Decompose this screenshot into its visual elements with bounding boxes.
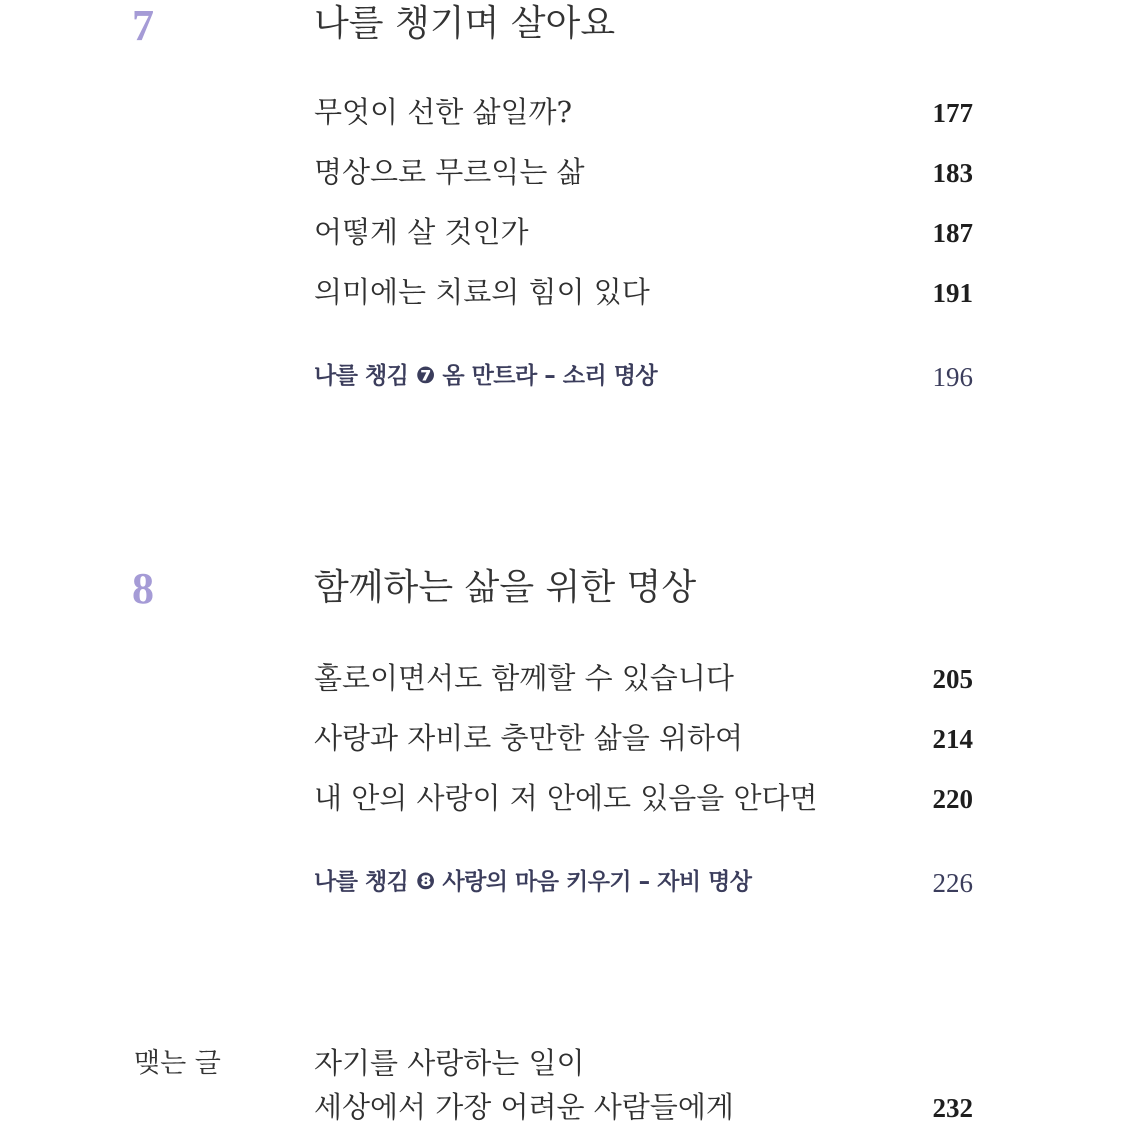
toc-entry-page: 187	[932, 218, 973, 248]
toc-entry-title[interactable]: 어떻게 살 것인가	[314, 215, 529, 249]
epilogue-title-line2[interactable]: 세상에서 가장 어려운 사람들에게	[314, 1090, 734, 1124]
toc-entry-title[interactable]: 사랑과 자비로 충만한 삶을 위하여	[314, 721, 744, 755]
toc-entry-page: 183	[932, 158, 973, 188]
toc-entry-title[interactable]: 명상으로 무르익는 삶	[314, 155, 585, 189]
self-care-7-page: 196	[932, 362, 973, 392]
self-care-8-page: 226	[932, 868, 973, 898]
toc-entry-title[interactable]: 무엇이 선한 삶일까?	[314, 95, 573, 129]
self-care-7-title[interactable]: 나를 챙김 ❼ 옴 만트라 – 소리 명상	[314, 363, 658, 389]
toc-entry-title[interactable]: 의미에는 치료의 힘이 있다	[314, 275, 650, 309]
chapter-7-title: 나를 챙기며 살아요	[314, 3, 616, 44]
self-care-8-title[interactable]: 나를 챙김 ❽ 사랑의 마음 키우기 – 자비 명상	[314, 869, 752, 895]
toc-entry-page: 177	[932, 98, 973, 128]
chapter-7-number: 7	[132, 1, 154, 50]
toc-entry-page: 220	[932, 784, 973, 814]
epilogue-title-line1[interactable]: 자기를 사랑하는 일이	[314, 1046, 585, 1080]
epilogue-page: 232	[932, 1093, 973, 1123]
chapter-8-number: 8	[132, 564, 154, 613]
toc-entry-title[interactable]: 홀로이면서도 함께할 수 있습니다	[314, 661, 734, 695]
toc-entry-title[interactable]: 내 안의 사랑이 저 안에도 있음을 안다면	[314, 781, 818, 815]
toc-entry-page: 205	[932, 664, 973, 694]
toc-entry-page: 191	[932, 278, 973, 308]
chapter-8-title: 함께하는 삶을 위한 명상	[314, 567, 697, 608]
epilogue-label: 맺는 글	[134, 1048, 221, 1079]
toc-entry-page: 214	[932, 724, 973, 754]
